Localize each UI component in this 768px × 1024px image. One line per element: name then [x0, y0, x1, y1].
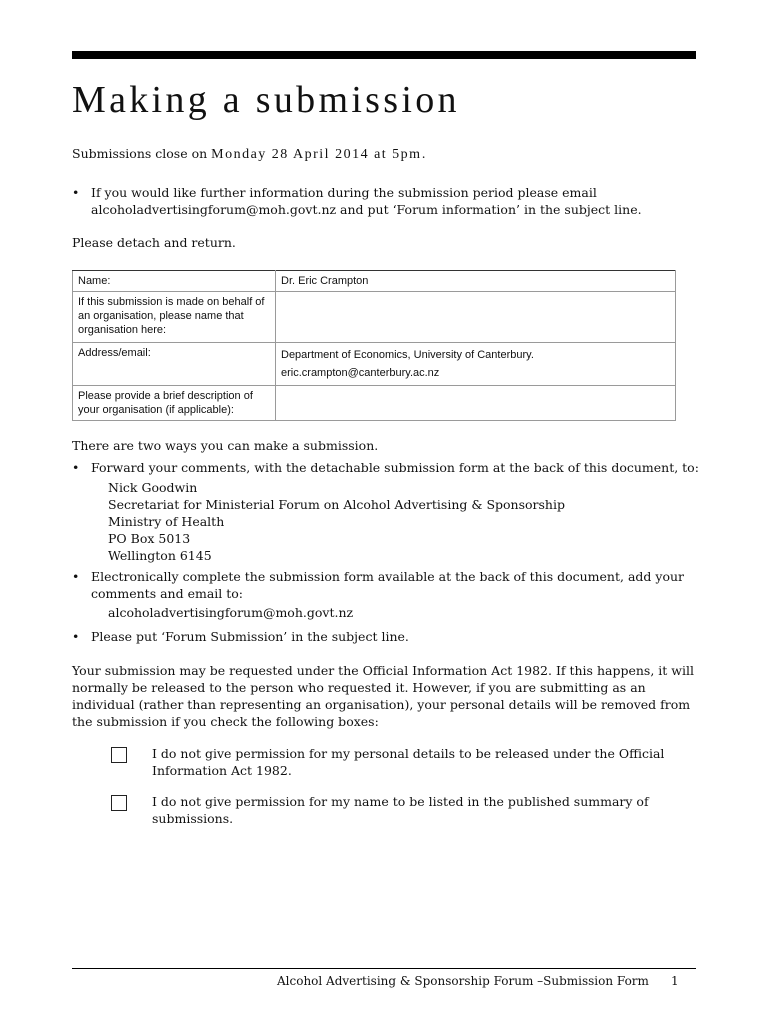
footer-title: Alcohol Advertising & Sponsorship Forum –Submission Form: [277, 974, 649, 988]
address-line: Wellington 6145: [108, 548, 212, 563]
bullet-icon: •: [72, 460, 80, 475]
address-line: Ministry of Health: [108, 514, 225, 529]
address-line: PO Box 5013: [108, 531, 191, 546]
paragraph-line: individual (rather than representing an organisation), your personal details will be removed from: [72, 697, 691, 712]
closing-date: Monday 28 April 2014 at 5pm: [211, 147, 422, 162]
footer-rule: [72, 968, 696, 969]
email-bullet-line: Electronically complete the submission form available at the back of this document, add your: [91, 569, 684, 584]
paragraph-line: the submission if you check the following boxes:: [72, 714, 379, 729]
address-line: Department of Economics, University of Canterbury.: [281, 349, 534, 361]
checkbox-label-line: I do not give permission for my name to be listed in the published summary of: [152, 794, 649, 809]
paragraph-line: normally be released to the person who requested it. However, if you are submitting as an: [72, 680, 646, 695]
bullet-icon: •: [72, 629, 80, 644]
table-row: [73, 386, 676, 421]
top-rule: [72, 51, 696, 59]
table-row: [73, 271, 676, 292]
info-bullet-line: If you would like further information during the submission period please email: [91, 185, 597, 200]
closing-prefix: Submissions close on: [72, 146, 212, 161]
checkbox-label-line: Information Act 1982.: [152, 763, 292, 778]
ways-intro: There are two ways you can make a submission.: [72, 438, 379, 453]
email-bullet-line: comments and email to:: [91, 586, 244, 601]
checkbox-label-line: submissions.: [152, 811, 234, 826]
checkbox-label-line: I do not give permission for my personal details to be released under the Official: [152, 746, 665, 761]
name-field[interactable]: Dr. Eric Crampton: [276, 271, 676, 292]
description-field[interactable]: [276, 386, 676, 421]
description-label: Please provide a brief description of your organisation (if applicable):: [73, 386, 276, 421]
oia-paragraph: [72, 662, 694, 730]
detach-instruction: Please detach and return.: [72, 235, 236, 250]
table-row: [73, 343, 676, 386]
organisation-field[interactable]: [276, 292, 676, 343]
info-bullet-line: alcoholadvertisingforum@moh.govt.nz and put ‘Forum information’ in the subject line.: [91, 202, 642, 217]
page-number: 1: [671, 974, 679, 988]
submission-email: alcoholadvertisingforum@moh.govt.nz: [108, 605, 354, 620]
personal-details-checkbox[interactable]: [111, 747, 127, 763]
postal-address: [108, 479, 565, 564]
closing-date-line: [72, 145, 426, 163]
page-title: Making a submission: [72, 79, 460, 121]
paragraph-line: Your submission may be requested under the Official Information Act 1982. If this happens, it will: [72, 663, 694, 678]
subject-bullet-text: Please put ‘Forum Submission’ in the subject line.: [91, 629, 409, 644]
name-listing-checkbox[interactable]: [111, 795, 127, 811]
submitter-details-table: [72, 270, 676, 421]
postal-bullet-text: Forward your comments, with the detachable submission form at the back of this document, to:: [91, 460, 699, 475]
bullet-icon: •: [72, 185, 80, 200]
address-label: Address/email:: [73, 343, 276, 386]
bullet-icon: •: [72, 569, 80, 584]
closing-suffix: .: [421, 146, 426, 161]
name-label: Name:: [73, 271, 276, 292]
organisation-label: If this submission is made on behalf of an organisation, please name that organisation here:: [73, 292, 276, 343]
address-line: Nick Goodwin: [108, 480, 198, 495]
table-row: [73, 292, 676, 343]
address-line: Secretariat for Ministerial Forum on Alcohol Advertising & Sponsorship: [108, 497, 565, 512]
email-line: eric.crampton@canterbury.ac.nz: [281, 367, 440, 379]
address-field[interactable]: [276, 343, 676, 386]
